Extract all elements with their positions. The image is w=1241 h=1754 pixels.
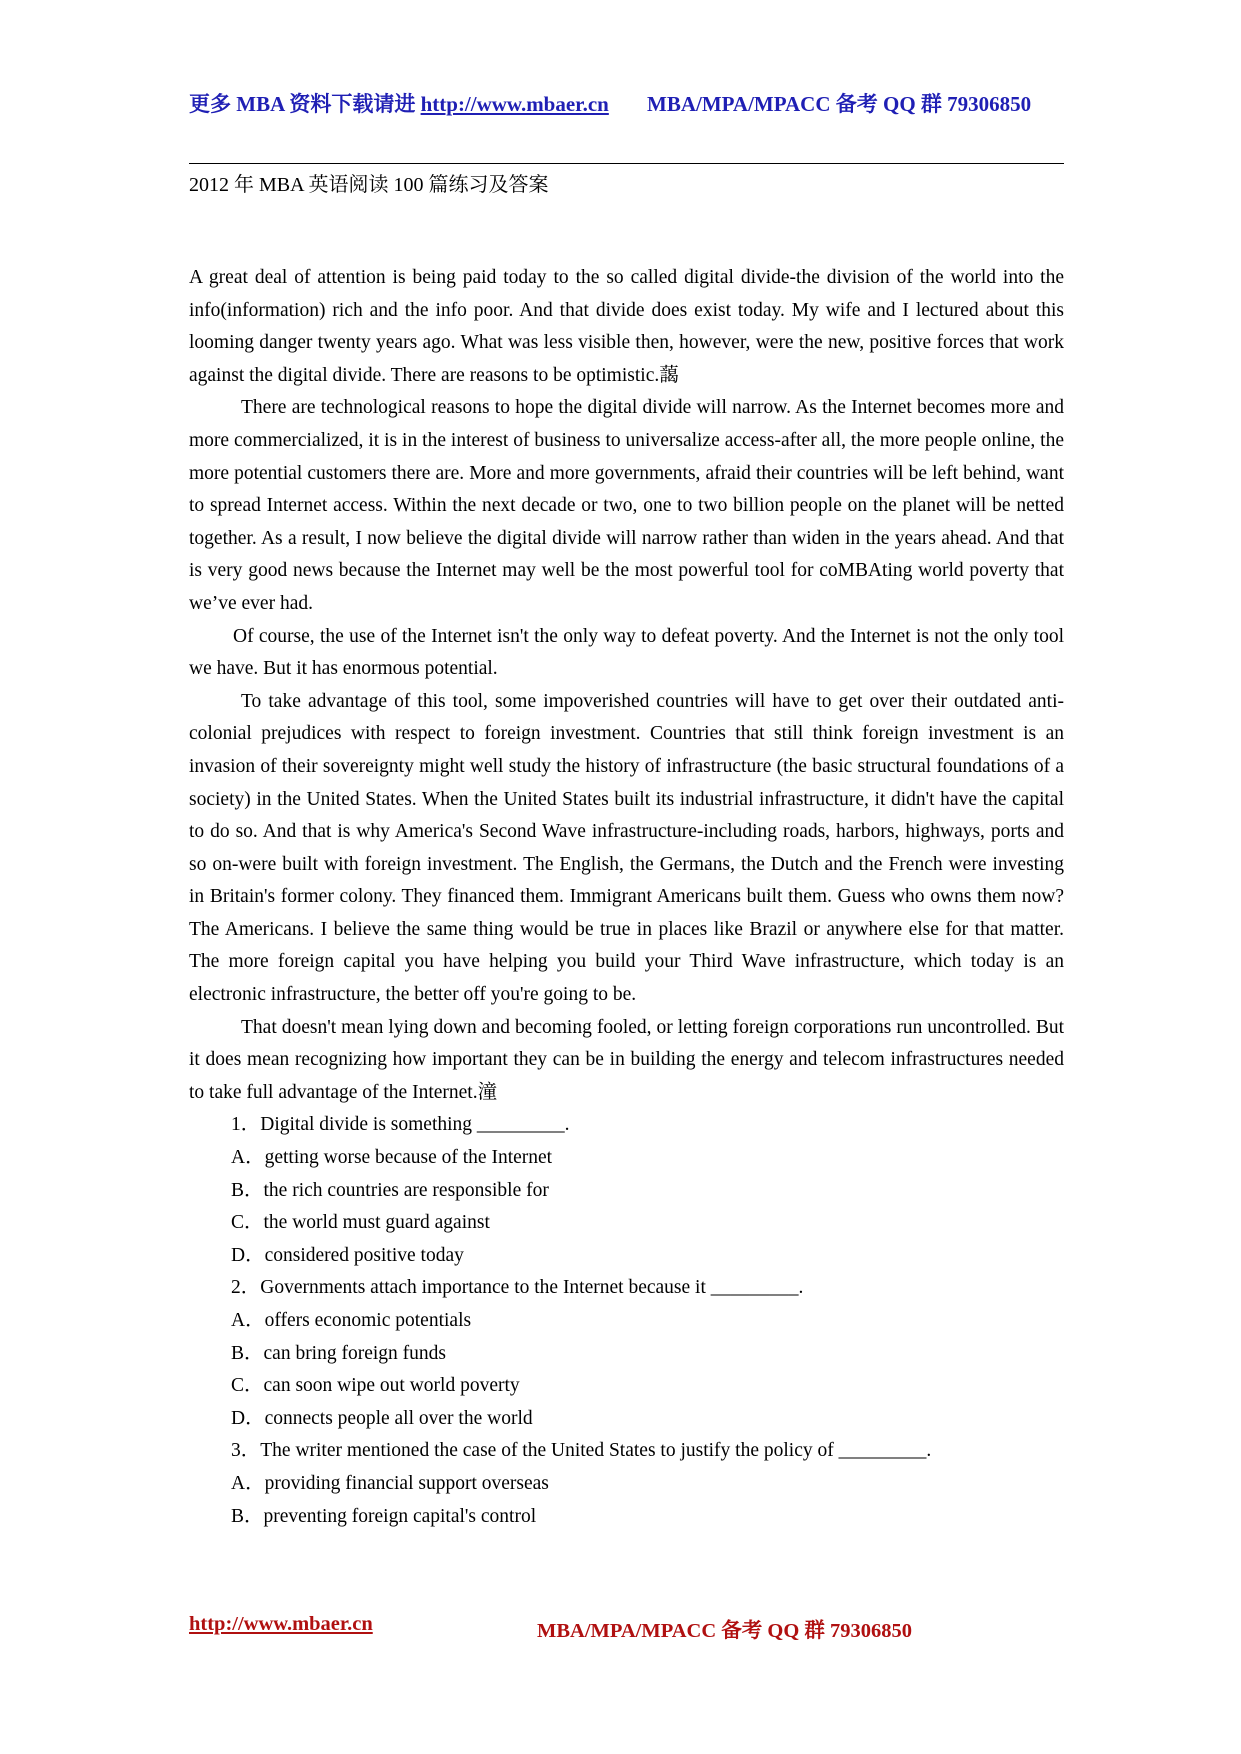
answer-option: A．offers economic potentials: [231, 1310, 472, 1331]
header-divider: [189, 163, 1064, 164]
header-qq-group: MBA/MPA/MPACC 备考 QQ 群 79306850: [647, 92, 1032, 116]
header-link[interactable]: http://www.mbaer.cn: [420, 92, 609, 116]
answer-option: A．getting worse because of the Internet: [231, 1147, 553, 1169]
answer-option: B．can bring foreign funds: [231, 1342, 446, 1364]
answer-option: D．connects people all over the world: [231, 1407, 533, 1429]
document-title: 2012 年 MBA 英语阅读 100 篇练习及答案: [189, 174, 549, 196]
footer-link[interactable]: http://www.mbaer.cn: [189, 1613, 373, 1635]
footer-qq-group: MBA/MPA/MPACC 备考 QQ 群 79306850: [537, 1620, 913, 1642]
paragraph: There are technological reasons to hope the digital divide will narrow. As the Internet becomes more and more commercialized, it is in the interest of business to universalize access-after all, the more people online, the more potential customers there are. More and more governments, afraid their countries will be left behind, want to spread Internet access. Within the next decade or two, one to two billion people on the planet will be netted together. As a result, I now believe the digital divide will narrow rather than widen in the years ahead. And that is very good news because the Internet may well be the most powerful tool for coMBAting world poverty that we’ve ever had.: [189, 397, 1064, 614]
answer-option: C．can soon wipe out world poverty: [231, 1375, 520, 1397]
answer-option: C．the world must guard against: [231, 1212, 490, 1234]
answer-option: B．the rich countries are responsible for: [231, 1179, 549, 1201]
question-item: 3．The writer mentioned the case of the United States to justify the policy of _________.: [231, 1440, 932, 1462]
header-left: [189, 88, 609, 118]
answer-option: B．preventing foreign capital's control: [231, 1505, 537, 1527]
question-list: [189, 1109, 1064, 1533]
answer-option: A．providing financial support overseas: [231, 1472, 549, 1494]
article-body: [189, 262, 1064, 1533]
paragraph: To take advantage of this tool, some impoverished countries will have to get over their outdated anti-colonial prejudices with respect to foreign investment. Countries that still think foreign investment is an invasion of their sovereignty might well study the history of infrastructure (the basic structural foundations of a society) in the United States. When the United States built its industrial infrastructure, it didn't have the capital to do so. And that is why America's Second Wave infrastructure-including roads, harbors, highways, ports and so on-were built with foreign investment. The English, the Germans, the Dutch and the French were investing in Britain's former colony. They financed them. Immigrant Americans built them. Guess who owns them now? The Americans. I believe the same thing would be true in places like Brazil or anywhere else for that matter. The more foreign capital you have helping you build your Third Wave infrastructure, which today is an electronic infrastructure, the better off you're going to be.: [189, 690, 1064, 1006]
header-promo-text: 更多 MBA 资料下载请进: [189, 92, 421, 116]
answer-option: D．considered positive today: [231, 1244, 464, 1266]
paragraph: A great deal of attention is being paid today to the so called digital divide-the division of the world into the info(information) rich and the info poor. And that divide does exist today. My wife and I lectured about this looming danger twenty years ago. What was less visible then, however, were the new, positive forces that work against the digital divide. There are reasons to be optimistic.藹: [189, 267, 1064, 386]
question-item: 1．Digital divide is something _________.: [231, 1114, 570, 1136]
paragraph: Of course, the use of the Internet isn't the only way to defeat poverty. And the Internet is not the only tool we have. But it has enormous potential.: [189, 625, 1064, 680]
paragraph: That doesn't mean lying down and becoming fooled, or letting foreign corporations run uncontrolled. But it does mean recognizing how important they can be in building the energy and telecom infrastructures needed to take full advantage of the Internet.潼: [189, 1016, 1064, 1103]
question-item: 2．Governments attach importance to the Internet because it _________.: [231, 1277, 804, 1299]
